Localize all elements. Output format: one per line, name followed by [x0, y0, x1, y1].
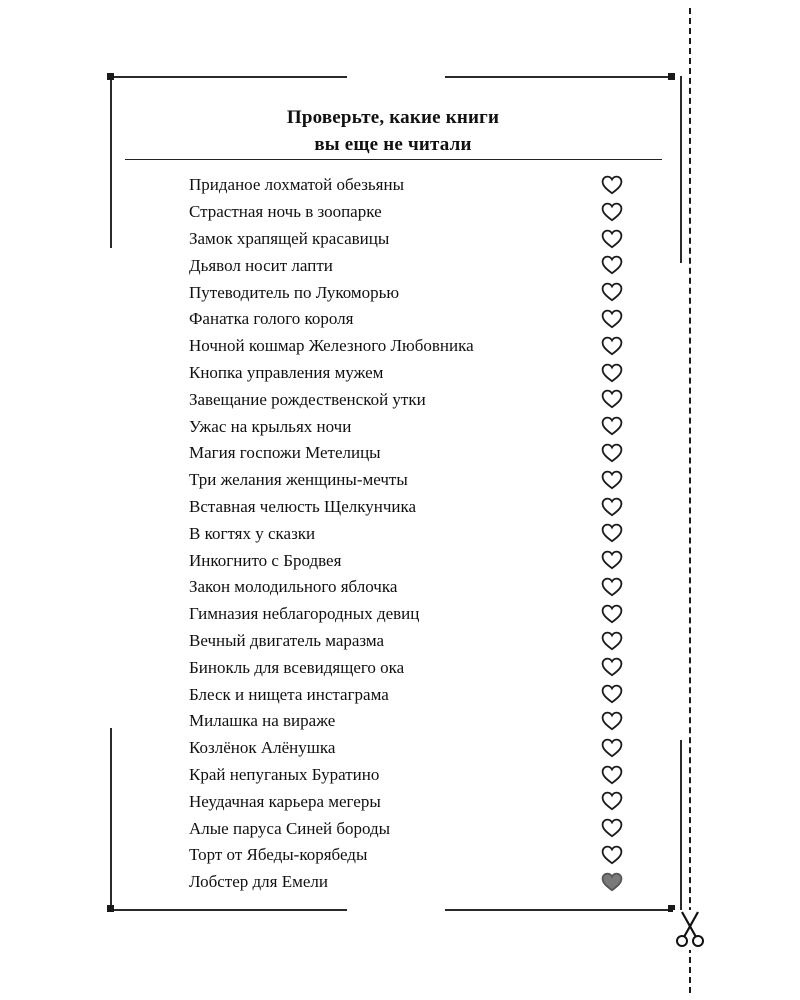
heart-icon[interactable]: [601, 309, 623, 329]
book-title: Вечный двигатель маразма: [189, 630, 385, 650]
heart-icon[interactable]: [601, 175, 623, 195]
book-list-item: [189, 762, 639, 789]
book-title: Алые паруса Синей бороды: [189, 818, 391, 838]
book-list-item: [189, 199, 639, 226]
book-title: Неудачная карьера мегеры: [189, 791, 381, 811]
book-title: Ужас на крыльях ночи: [189, 416, 352, 436]
heart-icon[interactable]: [601, 229, 623, 249]
book-list-item: [189, 252, 639, 279]
book-list-item: [189, 869, 639, 896]
book-list-item: [189, 788, 639, 815]
title-divider: [125, 159, 662, 160]
scissors-icon: [673, 910, 707, 950]
heart-icon[interactable]: [601, 363, 623, 383]
frame-bottom-right: [445, 909, 675, 911]
book-title: Кнопка управления мужем: [189, 362, 384, 382]
book-list-item: [189, 306, 639, 333]
book-title: Козлёнок Алёнушка: [189, 738, 336, 758]
frame-bottom-left: [111, 909, 347, 911]
heart-icon[interactable]: [601, 523, 623, 543]
book-title: Дьявол носит лапти: [189, 255, 333, 275]
heart-icon[interactable]: [601, 738, 623, 758]
page-title-line-1: Проверьте, какие книги: [286, 107, 500, 128]
book-list-item: [189, 681, 639, 708]
book-title: Блеск и нищета инстаграма: [189, 684, 389, 704]
book-title: Приданое лохматой обезьяны: [189, 175, 405, 195]
frame-right-bottom: [680, 740, 682, 911]
book-list-item: [189, 333, 639, 360]
heart-icon[interactable]: [601, 550, 623, 570]
book-title: Завещание рождественской утки: [189, 389, 426, 409]
book-list-item: [189, 735, 639, 762]
book-title: В когтях у сказки: [189, 523, 316, 543]
frame-left-top: [110, 76, 112, 248]
book-list-item: [189, 360, 639, 387]
heart-icon[interactable]: [601, 336, 623, 356]
book-title: Милашка на вираже: [189, 711, 336, 731]
frame-top-right: [445, 76, 675, 78]
frame-right-top: [680, 76, 682, 263]
heart-icon[interactable]: [601, 845, 623, 865]
book-title: Вставная челюсть Щелкунчика: [189, 496, 417, 516]
book-list-item: [189, 494, 639, 521]
book-title: Три желания женщины-мечты: [189, 470, 408, 490]
book-list-item: [189, 226, 639, 253]
heart-icon[interactable]: [601, 255, 623, 275]
heart-icon[interactable]: [601, 684, 623, 704]
heart-icon[interactable]: [601, 657, 623, 677]
book-list-item: [189, 172, 639, 199]
heart-icon[interactable]: [601, 202, 623, 222]
book-title: Ночной кошмар Железного Любовника: [189, 336, 474, 356]
frame-left-bottom: [110, 728, 112, 911]
book-list-item: [189, 574, 639, 601]
heart-icon[interactable]: [601, 765, 623, 785]
book-title: Закон молодильного яблочка: [189, 577, 398, 597]
book-list-item: [189, 628, 639, 655]
book-list-item: [189, 440, 639, 467]
book-title: Торт от Ябеды-корябеды: [189, 845, 368, 865]
heart-icon[interactable]: [601, 791, 623, 811]
cut-line: [689, 8, 691, 993]
heart-icon[interactable]: [601, 577, 623, 597]
book-list-item: [189, 654, 639, 681]
book-title: Страстная ночь в зоопарке: [189, 202, 382, 222]
book-title: Магия госпожи Метелицы: [189, 443, 381, 463]
book-list-item: [189, 601, 639, 628]
book-list-item: [189, 413, 639, 440]
heart-icon[interactable]: [601, 443, 623, 463]
heart-icon[interactable]: [601, 282, 623, 302]
frame-top-left: [111, 76, 347, 78]
book-title: Лобстер для Емели: [189, 872, 328, 892]
heart-icon[interactable]: [601, 711, 623, 731]
book-title: Замок храпящей красавицы: [189, 228, 390, 248]
book-title: Бинокль для всевидящего ока: [189, 657, 405, 677]
book-list-item: [189, 386, 639, 413]
heart-icon[interactable]: [601, 389, 623, 409]
book-title: Гимназия неблагородных девиц: [189, 604, 420, 624]
heart-icon[interactable]: [601, 416, 623, 436]
book-list-item: [189, 547, 639, 574]
page-title: [125, 104, 661, 158]
book-list: [189, 172, 639, 896]
frame-corner-bottom-left: [107, 905, 114, 912]
frame-corner-top-left: [107, 73, 114, 80]
heart-icon[interactable]: [601, 818, 623, 838]
heart-icon[interactable]: [601, 872, 623, 892]
book-list-item: [189, 815, 639, 842]
heart-icon[interactable]: [601, 631, 623, 651]
book-list-item: [189, 520, 639, 547]
page-title-line-2: вы еще не читали: [314, 134, 472, 155]
book-title: Путеводитель по Лукоморью: [189, 282, 400, 302]
heart-icon[interactable]: [601, 470, 623, 490]
book-title: Инкогнито с Бродвея: [189, 550, 342, 570]
book-list-item: [189, 708, 639, 735]
book-title: Край непуганых Буратино: [189, 764, 380, 784]
book-list-item: [189, 467, 639, 494]
book-title: Фанатка голого короля: [189, 309, 354, 329]
book-list-item: [189, 279, 639, 306]
heart-icon[interactable]: [601, 497, 623, 517]
book-list-item: [189, 842, 639, 869]
frame-corner-top-right: [668, 73, 675, 80]
heart-icon[interactable]: [601, 604, 623, 624]
